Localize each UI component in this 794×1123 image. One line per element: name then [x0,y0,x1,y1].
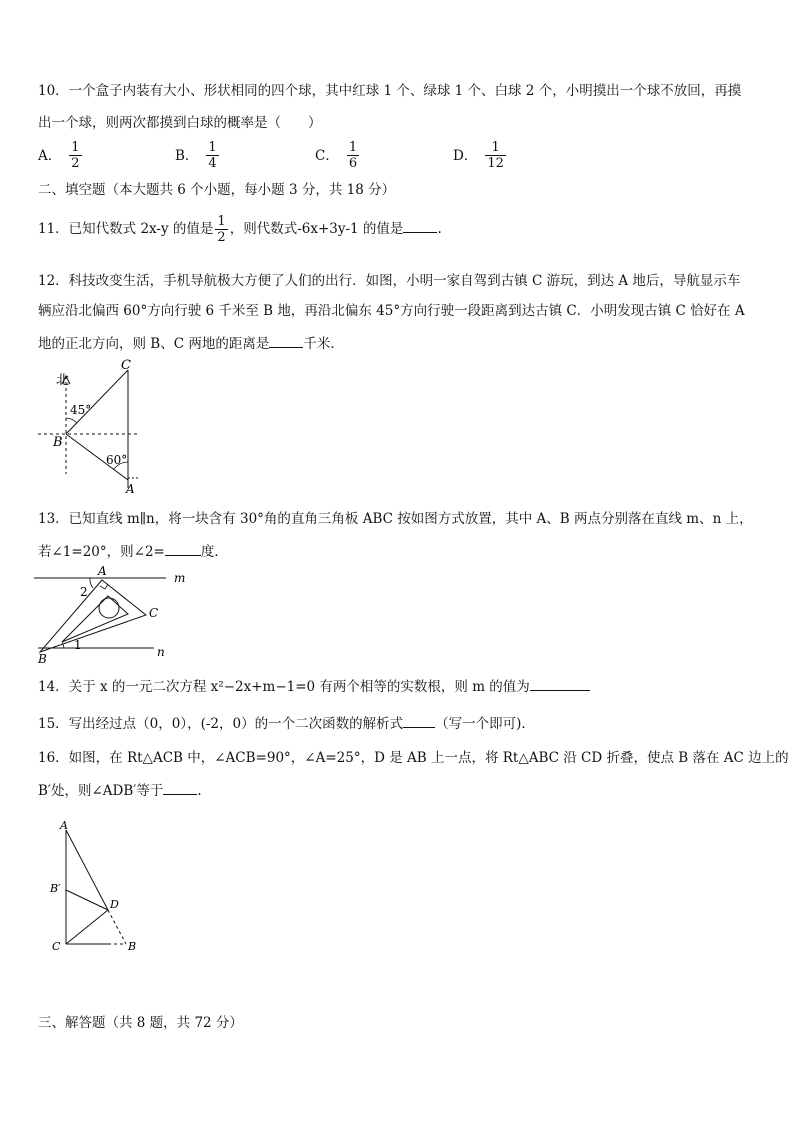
numerator: 1 [491,140,500,155]
choice-label: C． [315,147,339,164]
point-a-label: A [60,819,68,832]
q14-answer-blank[interactable] [530,676,590,691]
point-d-label: D [110,898,119,911]
triangle-hole [99,598,119,618]
q11-end: . [437,221,442,237]
q16-text-line2 [38,780,202,800]
angle-45-label: 45° [70,403,92,417]
point-bprime-label: B′ [50,882,61,895]
point-b-label: B [128,940,137,953]
fraction [347,140,359,171]
q10-choice-b [175,140,221,171]
denominator: 6 [348,156,358,171]
point-c-label: C [149,606,159,620]
denominator: 4 [208,156,217,171]
q10-text-line2: 出一个球，则两次都摸到白球的概率是（ ） [38,115,322,131]
q13-figure [34,562,194,668]
point-b-label: B [38,652,47,666]
fraction [485,140,506,171]
q11-post: ，则代数式-6x+3y-1 的值是 [229,221,404,237]
q13-pre: 若∠1=20°，则∠2= [38,544,165,560]
segment-cd [66,910,108,944]
denominator: 2 [71,156,80,171]
q11-pre: 11．已知代数式 2x-y 的值是 [38,221,214,237]
line-m-label: m [174,571,186,585]
segment-db-dashed [108,910,126,944]
q16-figure [44,816,154,958]
angle-2-arc [90,578,93,588]
north-label: 北 [56,373,70,388]
outer-triangle [40,580,146,652]
angle-arc-45 [66,418,77,423]
denominator: 2 [217,230,226,245]
choice-label: A． [38,147,62,164]
q11-text [38,214,442,245]
point-b-label: B [53,435,63,450]
q13-answer-blank[interactable] [165,541,201,556]
q15-text [38,713,526,733]
q11-answer-blank[interactable] [403,218,437,233]
q16-pre: B′处，则∠ADB′等于 [38,783,164,799]
q16-answer-blank[interactable] [163,780,197,795]
q10-choice-d [453,140,508,171]
q13-text-line1: 13．已知直线 m∥n，将一块含有 30°角的直角三角板 ABC 按如图方式放置，其中 A、B 两点分别落在直线 m、n 上， [38,511,753,527]
q14-text [38,676,590,696]
q14-pre: 14．关于 x 的一元二次方程 x²−2x+m−1=0 有两个相等的实数根，则 m 的值为 [38,679,530,695]
q12-text-line2: 辆应沿北偏西 60°方向行驶 6 千米至 B 地，再沿北偏东 45°方向行驶一段距离到达古镇 C．小明发现古镇 C 恰好在 A [38,303,745,319]
angle-2-label: 2 [80,585,88,599]
numerator: 1 [217,214,226,229]
q16-post: . [197,783,202,799]
q12-pre: 地的正北方向，则 B、C 两地的距离是 [38,336,270,352]
choice-label: B． [175,147,199,164]
q12-answer-blank[interactable] [269,333,303,348]
q12-text-line1: 12．科技改变生活，手机导航极大方便了人们的出行．如图，小明一家自驾到古镇 C 游玩，到达 A 地后，导航显示车 [38,273,741,289]
point-a-label: A [98,564,107,578]
denominator: 12 [487,156,504,171]
angle-1-label: 1 [74,638,82,652]
numerator: 1 [71,140,80,155]
segment-bc [66,370,128,434]
q10-choice-c [315,140,361,171]
q15-pre: 15．写出经过点（0，0），(-2，0）的一个二次函数的解析式 [38,716,404,732]
point-a-label: A [126,482,135,496]
fraction [69,140,81,171]
q15-answer-blank[interactable] [403,713,435,728]
q13-post: 度． [200,544,228,560]
section-3-heading: 三、解答题（共 8 题，共 72 分） [38,1015,243,1031]
q10-choice-a [38,140,84,171]
point-c-label: C [121,358,131,373]
q12-text-line3 [38,333,344,353]
q12-post: 千米． [303,336,344,352]
numerator: 1 [348,140,358,155]
point-c-label: C [52,940,61,953]
q11-fraction [215,214,227,245]
section-2-heading: 二、填空题（本大题共 6 个小题，每小题 3 分，共 18 分） [38,182,396,198]
choice-label: D． [453,147,478,164]
line-n-label: n [157,645,165,659]
angle-60-label: 60° [106,453,128,467]
angle-1-arc [62,642,64,648]
numerator: 1 [208,140,217,155]
q15-post: （写一个即可). [435,716,526,732]
q13-text-line2 [38,541,228,561]
segment-ad [66,830,108,910]
right-angle-mark [100,584,108,589]
fraction [206,140,218,171]
q16-text-line1: 16．如图，在 Rt△ACB 中，∠ACB=90°，∠A=25°，D 是 AB 上一点，将 Rt△ABC 沿 CD 折叠，使点 B 落在 AC 边上的 [38,750,789,766]
q10-text-line1: 10．一个盒子内装有大小、形状相同的四个球，其中红球 1 个、绿球 1 个、白球 2 个，小明摸出一个球不放回，再摸 [38,83,742,99]
q12-figure [36,356,146,498]
segment-bpd [66,890,108,910]
